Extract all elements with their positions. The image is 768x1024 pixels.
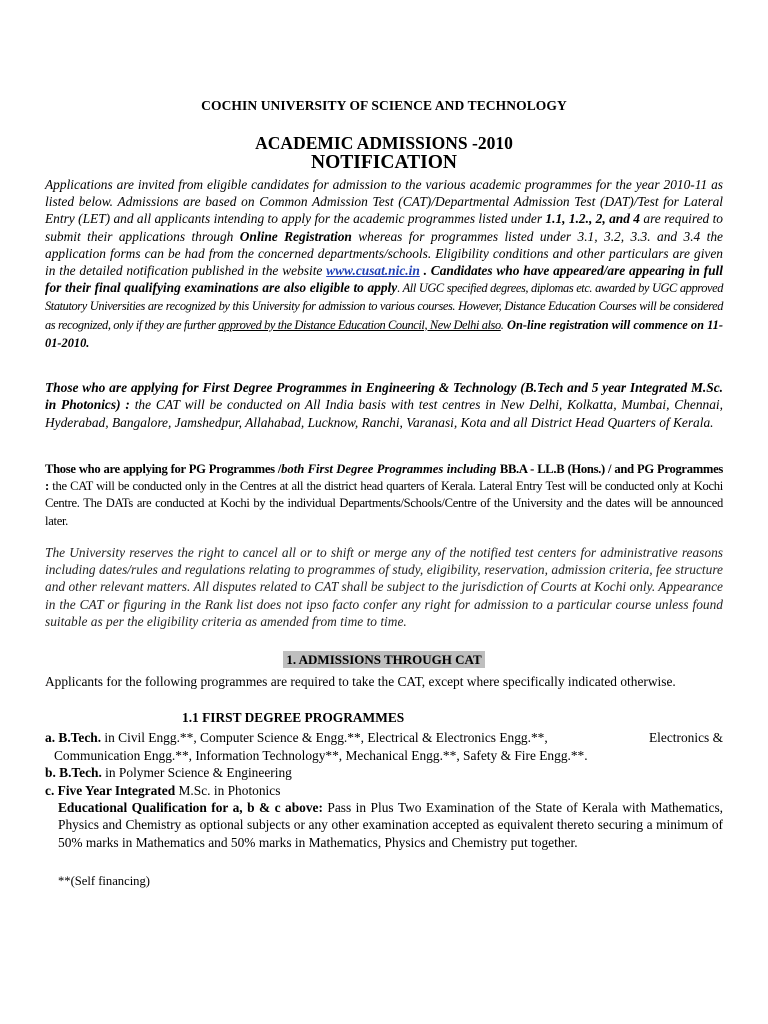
intro-text-5: . — [500, 317, 507, 332]
registration-date-note: On-line registration will commence on 11-01-2010. — [45, 317, 723, 350]
programme-a-label: a. B.Tech. — [45, 730, 102, 745]
pg-heading-2: BB.A - LL.B (Hons.) / and PG Programmes : — [45, 462, 723, 494]
intro-text-2: are required to submit their applications through — [45, 211, 723, 244]
section-1-intro: Applicants for the following programmes are required to take the CAT, except where specifically indicated otherwise. — [45, 674, 676, 689]
admissions-title: ACADEMIC ADMISSIONS -2010 — [255, 133, 513, 153]
notification-title: NOTIFICATION — [311, 152, 457, 173]
reserve-paragraph: The University reserves the right to cancel all or to shift or merge any of the notified test centers for administrative reasons including dates/rules and regulations relating to programmes of study, eligibility, reservation, admission criteria, fee structure and other relevant matters. All disputes related to CAT shall be subject to the jurisdiction of Courts at Kochi only. Appearance in the CAT or figuring in the Rank list does not ipso facto confer any right for admission to a particular course unless found suitable as per the eligibility criteria as amended from time to time. — [45, 545, 723, 629]
programme-c — [45, 782, 723, 800]
intro-paragraph — [45, 176, 723, 352]
pg-heading-italic: both First Degree Programmes including — [281, 462, 500, 476]
btech-paragraph — [45, 379, 723, 431]
programme-a — [45, 729, 723, 764]
programme-c-label: c. Five Year Integrated — [45, 783, 176, 798]
programme-b-text: in Polymer Science & Engineering — [101, 765, 292, 780]
programme-c-text: M.Sc. in Photonics — [175, 783, 281, 798]
qualification-label: Educational Qualification for a, b & c above: — [58, 800, 323, 815]
distance-education-note: approved by the Distance Education Council, New Delhi also — [218, 317, 501, 332]
intro-text-3: whereas for programmes listed under 3.1, 3.2, 3.3. and 3.4 the application forms can be had from the concerned departments/schools. Eligibility conditions and other particulars are given in the detailed notification published in the website — [45, 228, 723, 279]
self-financing-note: **(Self financing) — [58, 874, 150, 888]
subsection-1-1-title: 1.1 FIRST DEGREE PROGRAMMES — [182, 710, 405, 725]
intro-eligibility-note: . Candidates who have appeared/are appearing in full for their final qualifying examinations are also eligible to apply — [45, 263, 723, 296]
programme-b-label: b. B.Tech. — [45, 765, 102, 780]
programme-a-text-cont: Communication Engg.**, Information Technology**, Mechanical Engg.**, Safety & Fire Engg.**. — [54, 747, 588, 763]
programme-a-text-end: Electronics & — [649, 730, 723, 745]
programme-b — [45, 764, 723, 782]
pg-paragraph — [45, 461, 723, 530]
qualification-text: Pass in Plus Two Examination of the State of Kerala with Mathematics, Physics and Chemistry as optional subjects or any other examination accepted as equivalent thereto securing a minimum of 50% marks in Mathematics and 50% marks in Mathematics, Physics and Chemistry put together. — [58, 800, 724, 850]
intro-text-1: Applications are invited from eligible candidates for admission to the various academic programmes for the year 2010-11 as listed below. Admissions are based on Common Admission Test (CAT)/Departmental Admission Test (DAT)/Test for Lateral Entry (LET) and all applicants intending to apply for the academic programmes listed under — [45, 177, 723, 227]
university-name: COCHIN UNIVERSITY OF SCIENCE AND TECHNOLOGY — [201, 98, 567, 113]
section-1-title: 1. ADMISSIONS THROUGH CAT — [283, 651, 484, 668]
pg-heading: Those who are applying for PG Programmes / — [45, 462, 282, 476]
section-1-heading — [0, 651, 768, 669]
pg-text: the CAT will be conducted only in the Centres at all the district head quarters of Kerala. Lateral Entry Test will be conducted only at Kochi Centre. The DATs are conducted at Kochi by the individual Departments/Schools/Centre of the University and the dates will be announced later. — [45, 479, 723, 528]
btech-heading: Those who are applying for First Degree Programmes in Engineering & Technology (B.Tech and 5 year Integrated M.Sc. in Photonics) : — [45, 380, 723, 413]
online-registration-label: Online Registration — [239, 228, 352, 244]
intro-text-4: . All UGC specified degrees, diplomas etc. awarded by UGC approved Statutory Universities are recognized by this University for admission to various courses. However, Distance Education Courses will be considered as recognized, only if they are further — [45, 281, 723, 332]
intro-programme-list: 1.1, 1.2., 2, and 4 — [545, 211, 640, 227]
programme-a-text: in Civil Engg.**, Computer Science & Engg.**, Electrical & Electronics Engg.**, — [101, 730, 548, 745]
btech-text: the CAT will be conducted on All India basis with test centres in New Delhi, Kolkatta, Mumbai, Chennai, Hyderabad, Bangalore, Jamshedpur, Allahabad, Lucknow, Ranchi, Varanasi, Kota and all District Head Quarters of Kerala. — [45, 397, 724, 430]
website-link[interactable]: www.cusat.nic.in — [326, 263, 420, 279]
educational-qualification — [58, 799, 723, 851]
